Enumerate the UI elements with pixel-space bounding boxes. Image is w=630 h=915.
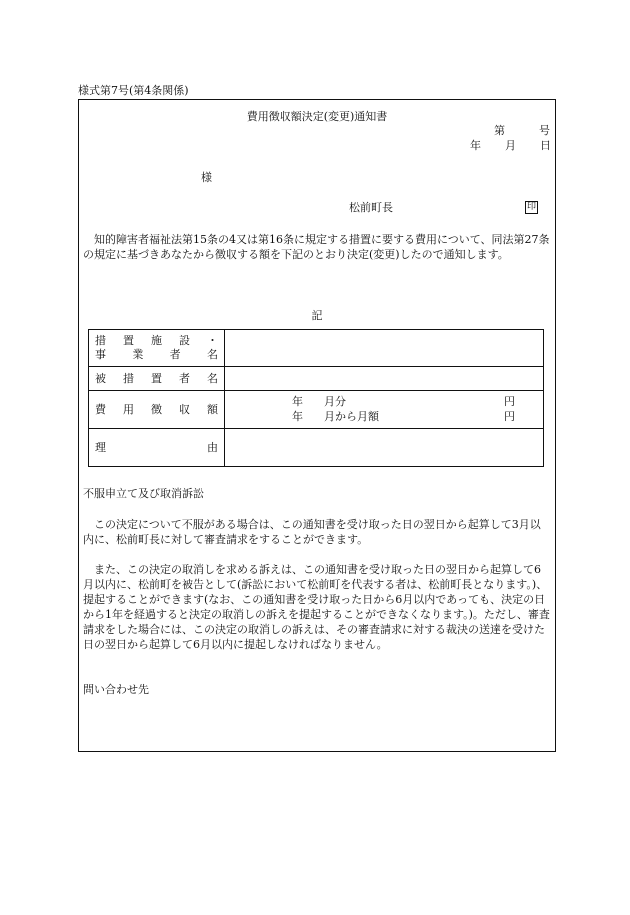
table-row <box>89 330 544 367</box>
person-value-cell[interactable] <box>225 367 544 391</box>
contact-label: 問い合わせ先 <box>83 683 149 696</box>
amount-row2-yen: 円 <box>504 409 515 423</box>
reason-value-cell[interactable] <box>225 429 544 467</box>
amount-row1-year: 年 <box>292 394 303 408</box>
notice-title: 費用徴収額決定(変更)通知書 <box>246 110 388 123</box>
amount-row2-suffix: 月から月額 <box>324 409 379 423</box>
issuer-name: 松前町長 <box>349 201 393 214</box>
date-month: 月 <box>505 139 516 152</box>
appeal-heading: 不服申立て及び取消訴訟 <box>83 487 204 500</box>
table-row <box>89 367 544 391</box>
amount-row1-yen: 円 <box>504 394 515 408</box>
amount-label: 費 用 徴 収 額 <box>89 391 225 429</box>
reason-label: 理 由 <box>89 429 225 467</box>
date-year: 年 <box>470 139 481 152</box>
table-row <box>89 429 544 467</box>
number-suffix: 号 <box>539 124 550 137</box>
seal-stamp: 印 <box>526 202 536 212</box>
facility-value-cell[interactable] <box>225 330 544 367</box>
date-day: 日 <box>540 139 551 152</box>
appeal-paragraph-1: この決定について不服がある場合は、この通知書を受け取った日の翌日から起算して3月以内に、松前町長に対して審査請求をすることができます。 <box>83 518 541 546</box>
amount-row2-year: 年 <box>292 409 303 423</box>
person-label: 被 措 置 者 名 <box>89 367 225 391</box>
intro-paragraph: 知的障害者福祉法第15条の4又は第16条に規定する措置に要する費用について、同法第27条の規定に基づきあなたから徴収する額を下記のとおり決定(変更)したので通知します。 <box>83 233 550 261</box>
amount-value-cell[interactable] <box>225 391 544 429</box>
facility-label-line2: 事 業 者 名 <box>95 348 218 361</box>
table-row <box>89 391 544 429</box>
appeal-paragraph-2: また、この決定の取消しを求める訴えは、この通知書を受け取った日の翌日から起算して6月以内に、松前町を被告として(訴訟において松前町を代表する者は、松前町長となります。)、提起することができます(なお、この通知書を受け取った日から6月以内であっても、決定の日から1年を経過すると決定の取消しの訴えを提起することができなくなります。)。ただし、審査請求をした場合には、この決定の取消しの訴えは、その審査請求に対する裁決の送達を受けた日の翌日から起算して6月以内に提起しなければなりません。 <box>83 563 550 651</box>
ki-heading: 記 <box>311 309 323 322</box>
number-prefix: 第 <box>494 124 505 137</box>
amount-row1-suffix: 月分 <box>324 394 346 408</box>
addressee-suffix: 様 <box>201 171 212 184</box>
record-table <box>88 329 544 467</box>
form-number-label: 様式第7号(第4条関係) <box>78 84 189 97</box>
facility-label-line1: 措 置 施 設 ・ <box>95 334 218 347</box>
facility-label <box>89 330 225 367</box>
